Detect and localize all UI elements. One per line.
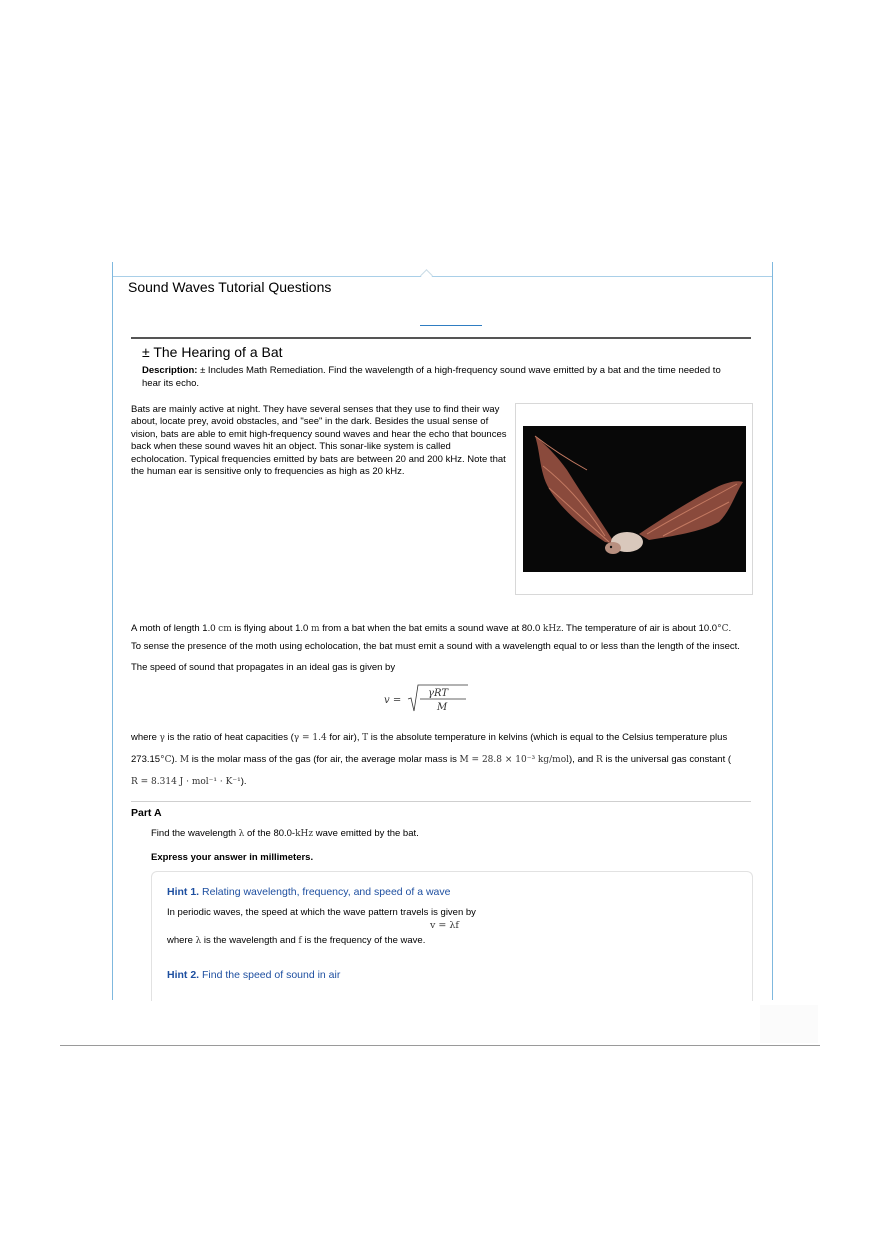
question-text: of the 80.0-: [247, 828, 296, 839]
hint-1-number: Hint 1.: [167, 886, 200, 898]
hint-2-title[interactable]: Find the speed of sound in air: [202, 969, 341, 981]
gas-constant-value: R = 8.314 J · mol⁻¹ · K⁻¹: [131, 777, 241, 787]
hint-1-header[interactable]: [167, 886, 450, 898]
moth-text: A moth of length 1.0: [131, 623, 216, 634]
speed-intro: The speed of sound that propagates in an ideal gas is given by: [131, 662, 396, 673]
where-text: is the universal gas constant (: [605, 754, 732, 765]
moth-text: is flying about 1.0: [234, 623, 309, 634]
blue-link-line[interactable]: [420, 325, 482, 326]
r-symbol: R: [595, 755, 603, 765]
m-symbol: M: [179, 755, 190, 765]
where-text: is the molar mass of the gas (for air, the average molar mass is: [191, 754, 457, 765]
gamma-symbol: γ: [159, 733, 165, 743]
hint-where-text: is the wavelength and: [203, 935, 296, 946]
problem-title: ± The Hearing of a Bat: [142, 344, 283, 360]
formula-denominator: M: [437, 702, 448, 713]
intro-paragraph: Bats are mainly active at night. They have several senses that they use to find their way about, locate prey, avoid obstacles, and "see" in the dark. Besides the usual sense of vision, bats are able to emit high-frequency sound waves and hear the echo that bounces back when these sound waves hit an object. This sonar-like system is called echolocation. Typical frequencies emitted by bats are between 20 and 200 kHz. Note that the human ear is sensitive only to frequencies as high as 20 kHz.: [131, 404, 507, 478]
question-text: wave emitted by the bat.: [315, 828, 419, 839]
lambda-symbol: λ: [238, 829, 245, 839]
unit-khz: kHz: [542, 624, 561, 634]
speed-formula: [384, 683, 474, 718]
moth-text: . The temperature of air is about 10.0: [560, 623, 718, 634]
hint-where-text: where: [167, 935, 193, 946]
lambda-symbol: λ: [195, 936, 202, 946]
where-text: is the absolute temperature in kelvins (which is equal to the Celsius temperature plus: [370, 732, 728, 743]
where-text: is the ratio of heat capacities (: [167, 732, 294, 743]
speed-formula-graphic: [384, 683, 474, 715]
unit-degc: °C: [717, 624, 729, 634]
moth-text: from a bat when the bat emits a sound wave at 80.0: [322, 623, 541, 634]
part-a-label: Part A: [131, 807, 162, 819]
page-title: Sound Waves Tutorial Questions: [128, 279, 332, 295]
where-text: 273.15: [131, 754, 161, 765]
background-block: [760, 1005, 818, 1043]
hint-1-formula: v = λf: [430, 920, 459, 931]
question-text: Find the wavelength: [151, 828, 237, 839]
where-text: ).: [240, 776, 247, 787]
hint-2-number: Hint 2.: [167, 969, 200, 981]
description-text: ± Includes Math Remediation. Find the wavelength of a high-frequency sound wave emitted by a bat and the time needed to hear its echo.: [142, 365, 721, 389]
where-paragraph: [131, 727, 756, 793]
moth-paragraph: [131, 622, 756, 636]
f-symbol: f: [298, 936, 302, 946]
answer-instruction: Express your answer in millimeters.: [151, 852, 314, 863]
part-divider: [131, 801, 751, 802]
description-label: Description:: [142, 365, 198, 376]
part-a-question: [151, 827, 776, 841]
page-bottom-rule: [60, 1045, 820, 1046]
molar-mass-value: M = 28.8 × 10⁻³ kg/mol: [459, 755, 569, 765]
bat-image-frame: [515, 403, 753, 595]
formula-lhs: v =: [384, 695, 402, 706]
hint-where-text: is the frequency of the wave.: [304, 935, 426, 946]
hint-1-text: In periodic waves, the speed at which the wave pattern travels is given by: [167, 907, 476, 918]
bat-photo-icon: [523, 426, 746, 572]
moth-text: .: [728, 623, 732, 634]
hint-1-title[interactable]: Relating wavelength, frequency, and speed of a wave: [202, 886, 451, 898]
section-divider: [131, 337, 751, 339]
unit-m: m: [310, 624, 320, 634]
unit-khz: kHz: [295, 829, 314, 839]
where-text: where: [131, 732, 157, 743]
where-text: for air),: [329, 732, 360, 743]
hints-panel: [151, 871, 753, 1001]
where-text: ).: [171, 754, 178, 765]
problem-description: [142, 364, 738, 390]
frame-top-border: [113, 276, 772, 277]
hint-1-where: [167, 935, 425, 946]
sense-paragraph: To sense the presence of the moth using echolocation, the bat must emit a sound with a wavelength equal to or less than the length of the insect.: [131, 641, 740, 652]
unit-degc: °C: [160, 755, 172, 765]
formula-numerator: γRT: [428, 688, 448, 699]
gamma-value: γ = 1.4: [293, 733, 327, 743]
unit-cm: cm: [218, 624, 232, 634]
hint-2-header[interactable]: [167, 969, 340, 981]
frame-notch: [420, 269, 433, 282]
t-symbol: T: [362, 733, 369, 743]
where-text: ), and: [569, 754, 594, 765]
